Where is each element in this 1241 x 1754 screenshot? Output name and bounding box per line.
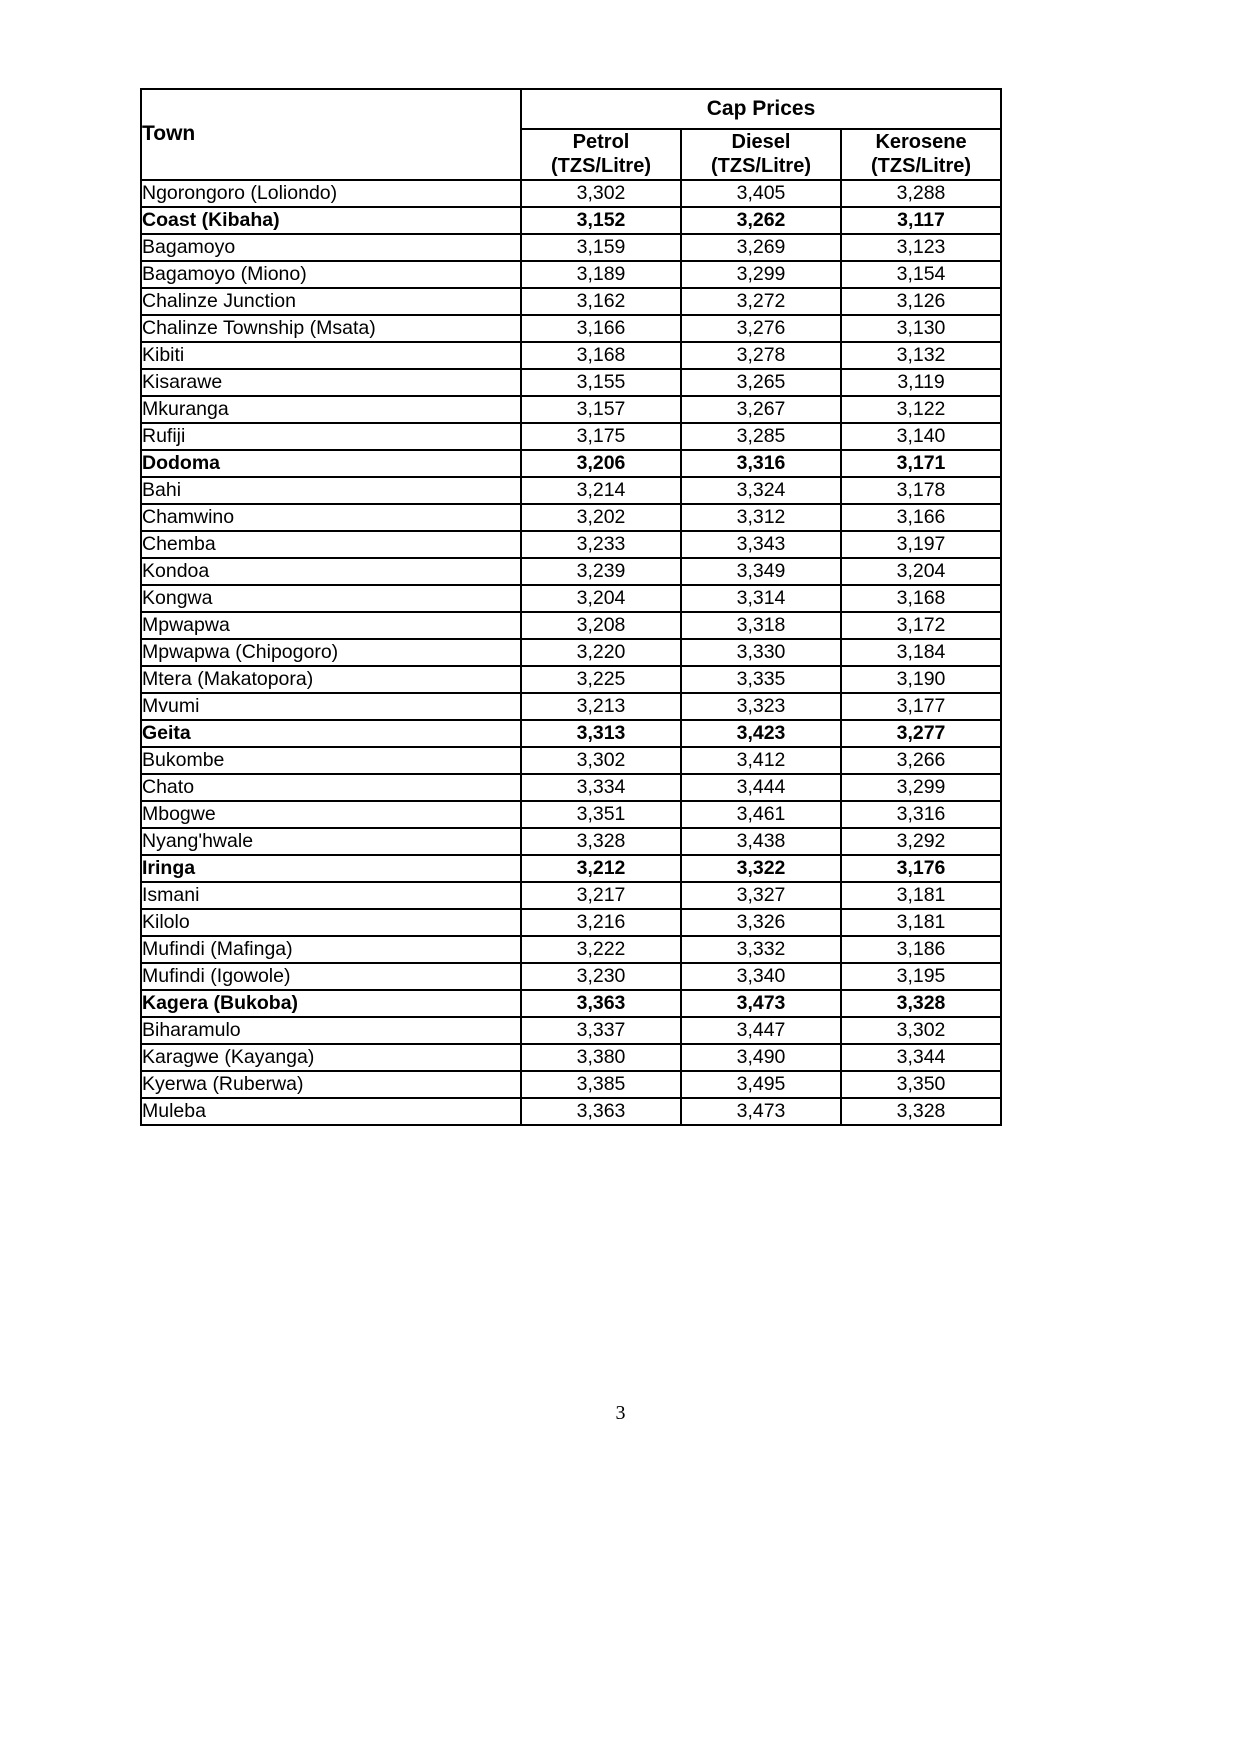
cell-diesel: 3,444 [681,774,841,801]
cell-diesel: 3,461 [681,801,841,828]
cell-diesel: 3,495 [681,1071,841,1098]
cell-kerosene: 3,117 [841,207,1001,234]
cell-diesel: 3,438 [681,828,841,855]
cell-town: Mkuranga [141,396,521,423]
cell-kerosene: 3,266 [841,747,1001,774]
table-row [141,774,1001,801]
cell-petrol: 3,334 [521,774,681,801]
cell-petrol: 3,220 [521,639,681,666]
cell-town: Geita [141,720,521,747]
cell-town: Kilolo [141,909,521,936]
cell-diesel: 3,285 [681,423,841,450]
cell-kerosene: 3,177 [841,693,1001,720]
column-header-diesel-unit: (TZS/Litre) [711,155,811,178]
table-row [141,261,1001,288]
table-row [141,612,1001,639]
table-row [141,585,1001,612]
cell-kerosene: 3,190 [841,666,1001,693]
cell-kerosene: 3,132 [841,342,1001,369]
cell-diesel: 3,312 [681,504,841,531]
cell-kerosene: 3,140 [841,423,1001,450]
cell-town: Bukombe [141,747,521,774]
cell-kerosene: 3,277 [841,720,1001,747]
cell-diesel: 3,326 [681,909,841,936]
cell-diesel: 3,322 [681,855,841,882]
cell-diesel: 3,272 [681,288,841,315]
cell-petrol: 3,168 [521,342,681,369]
cell-diesel: 3,327 [681,882,841,909]
cell-petrol: 3,212 [521,855,681,882]
table-row [141,531,1001,558]
table-row [141,504,1001,531]
cell-town: Mbogwe [141,801,521,828]
cell-kerosene: 3,344 [841,1044,1001,1071]
table-row [141,828,1001,855]
cell-kerosene: 3,288 [841,180,1001,207]
table-row [141,1098,1001,1125]
table-row [141,234,1001,261]
cell-diesel: 3,323 [681,693,841,720]
cell-kerosene: 3,302 [841,1017,1001,1044]
cell-town: Mtera (Makatopora) [141,666,521,693]
cell-petrol: 3,225 [521,666,681,693]
cell-petrol: 3,230 [521,963,681,990]
column-header-petrol-unit: (TZS/Litre) [551,155,651,178]
table-row [141,369,1001,396]
cell-petrol: 3,216 [521,909,681,936]
cell-petrol: 3,328 [521,828,681,855]
cell-kerosene: 3,292 [841,828,1001,855]
cell-kerosene: 3,172 [841,612,1001,639]
table-row [141,882,1001,909]
cell-diesel: 3,332 [681,936,841,963]
column-header-diesel-name: Diesel [731,131,791,153]
cell-town: Bagamoyo [141,234,521,261]
table-row [141,423,1001,450]
cell-town: Mpwapwa [141,612,521,639]
cell-town: Rufiji [141,423,521,450]
cell-petrol: 3,222 [521,936,681,963]
table-row [141,1017,1001,1044]
cell-town: Karagwe (Kayanga) [141,1044,521,1071]
cell-petrol: 3,189 [521,261,681,288]
cell-town: Bagamoyo (Miono) [141,261,521,288]
cell-diesel: 3,262 [681,207,841,234]
cell-kerosene: 3,181 [841,882,1001,909]
cell-petrol: 3,363 [521,1098,681,1125]
table-row [141,288,1001,315]
cell-town: Mpwapwa (Chipogoro) [141,639,521,666]
cell-kerosene: 3,316 [841,801,1001,828]
table-row [141,180,1001,207]
cell-town: Kagera (Bukoba) [141,990,521,1017]
cell-petrol: 3,313 [521,720,681,747]
table-row [141,936,1001,963]
cell-petrol: 3,302 [521,180,681,207]
cell-petrol: 3,159 [521,234,681,261]
cell-diesel: 3,423 [681,720,841,747]
cell-diesel: 3,316 [681,450,841,477]
column-header-town: Town [141,89,521,180]
cell-town: Kondoa [141,558,521,585]
cell-town: Ngorongoro (Loliondo) [141,180,521,207]
cell-town: Chamwino [141,504,521,531]
cell-petrol: 3,208 [521,612,681,639]
cell-kerosene: 3,204 [841,558,1001,585]
cell-kerosene: 3,328 [841,1098,1001,1125]
cell-town: Kisarawe [141,369,521,396]
cell-town: Mufindi (Igowole) [141,963,521,990]
cell-petrol: 3,175 [521,423,681,450]
table-row [141,396,1001,423]
cell-petrol: 3,385 [521,1071,681,1098]
cell-town: Kyerwa (Ruberwa) [141,1071,521,1098]
cell-town: Kibiti [141,342,521,369]
table-row [141,342,1001,369]
table-row [141,450,1001,477]
cell-kerosene: 3,299 [841,774,1001,801]
cell-kerosene: 3,176 [841,855,1001,882]
cell-diesel: 3,335 [681,666,841,693]
cell-town: Mvumi [141,693,521,720]
table-row [141,315,1001,342]
cell-diesel: 3,269 [681,234,841,261]
cell-kerosene: 3,181 [841,909,1001,936]
cell-petrol: 3,204 [521,585,681,612]
cell-town: Chalinze Township (Msata) [141,315,521,342]
table-row [141,1071,1001,1098]
cell-kerosene: 3,178 [841,477,1001,504]
cell-diesel: 3,447 [681,1017,841,1044]
table-row [141,639,1001,666]
cell-town: Biharamulo [141,1017,521,1044]
table-row [141,855,1001,882]
cell-kerosene: 3,195 [841,963,1001,990]
cell-diesel: 3,267 [681,396,841,423]
cell-petrol: 3,302 [521,747,681,774]
column-group-header-cap-prices: Cap Prices [521,89,1001,129]
cell-kerosene: 3,126 [841,288,1001,315]
cell-diesel: 3,405 [681,180,841,207]
cell-town: Chalinze Junction [141,288,521,315]
cell-diesel: 3,343 [681,531,841,558]
cell-petrol: 3,214 [521,477,681,504]
cell-kerosene: 3,154 [841,261,1001,288]
cell-town: Iringa [141,855,521,882]
cell-petrol: 3,380 [521,1044,681,1071]
cell-diesel: 3,340 [681,963,841,990]
cell-petrol: 3,157 [521,396,681,423]
cell-diesel: 3,473 [681,1098,841,1125]
page-number: 3 [615,1402,626,1424]
cell-kerosene: 3,350 [841,1071,1001,1098]
column-header-kerosene-name: Kerosene [875,131,967,153]
cell-kerosene: 3,197 [841,531,1001,558]
cell-diesel: 3,412 [681,747,841,774]
table-row [141,693,1001,720]
column-header-petrol-name: Petrol [572,131,630,153]
cell-diesel: 3,314 [681,585,841,612]
cell-diesel: 3,473 [681,990,841,1017]
cell-petrol: 3,166 [521,315,681,342]
cell-diesel: 3,330 [681,639,841,666]
table-row [141,1044,1001,1071]
cell-town: Coast (Kibaha) [141,207,521,234]
cell-kerosene: 3,186 [841,936,1001,963]
cell-diesel: 3,324 [681,477,841,504]
cap-prices-table [140,88,1002,1126]
cell-town: Ismani [141,882,521,909]
column-header-diesel [681,129,841,180]
table-row [141,477,1001,504]
cell-kerosene: 3,122 [841,396,1001,423]
cell-town: Kongwa [141,585,521,612]
cell-town: Muleba [141,1098,521,1125]
cell-petrol: 3,155 [521,369,681,396]
cell-petrol: 3,233 [521,531,681,558]
cell-diesel: 3,490 [681,1044,841,1071]
cell-town: Chemba [141,531,521,558]
column-header-petrol [521,129,681,180]
cell-town: Dodoma [141,450,521,477]
table-row [141,666,1001,693]
cell-petrol: 3,213 [521,693,681,720]
cell-petrol: 3,202 [521,504,681,531]
cell-petrol: 3,162 [521,288,681,315]
cell-kerosene: 3,328 [841,990,1001,1017]
table-header [141,89,1001,180]
cell-kerosene: 3,184 [841,639,1001,666]
cell-kerosene: 3,123 [841,234,1001,261]
table-row [141,747,1001,774]
table-row [141,207,1001,234]
table-row [141,909,1001,936]
table-row [141,720,1001,747]
cell-petrol: 3,351 [521,801,681,828]
table-row [141,558,1001,585]
cell-petrol: 3,363 [521,990,681,1017]
column-header-kerosene [841,129,1001,180]
cell-diesel: 3,278 [681,342,841,369]
cell-kerosene: 3,119 [841,369,1001,396]
cell-kerosene: 3,130 [841,315,1001,342]
header-row-group [141,89,1001,129]
cell-town: Chato [141,774,521,801]
cell-kerosene: 3,171 [841,450,1001,477]
cell-diesel: 3,276 [681,315,841,342]
table-row [141,990,1001,1017]
cell-town: Bahi [141,477,521,504]
cell-petrol: 3,152 [521,207,681,234]
table-body [141,180,1001,1125]
cell-diesel: 3,299 [681,261,841,288]
table-row [141,801,1001,828]
cell-diesel: 3,318 [681,612,841,639]
cell-diesel: 3,349 [681,558,841,585]
cell-petrol: 3,206 [521,450,681,477]
cell-petrol: 3,337 [521,1017,681,1044]
table-row [141,963,1001,990]
cell-diesel: 3,265 [681,369,841,396]
cell-town: Nyang'hwale [141,828,521,855]
cell-petrol: 3,239 [521,558,681,585]
column-header-kerosene-unit: (TZS/Litre) [871,155,972,178]
cell-petrol: 3,217 [521,882,681,909]
cell-kerosene: 3,166 [841,504,1001,531]
cell-kerosene: 3,168 [841,585,1001,612]
cell-town: Mufindi (Mafinga) [141,936,521,963]
